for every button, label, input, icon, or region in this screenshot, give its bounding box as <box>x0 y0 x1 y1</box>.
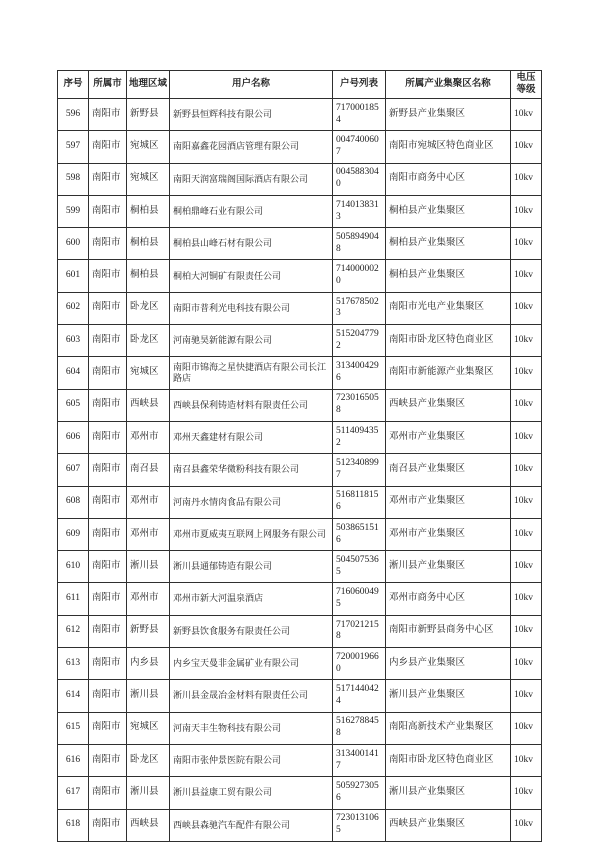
city-cell: 南阳市 <box>89 680 127 712</box>
city-cell: 南阳市 <box>89 454 127 486</box>
account-cell: 7230165058 <box>333 389 386 421</box>
account-cell: 5059273056 <box>333 777 386 809</box>
index-cell: 612 <box>58 615 89 647</box>
city-cell: 南阳市 <box>89 131 127 163</box>
region-cell: 宛城区 <box>127 357 170 389</box>
cluster-cell: 邓州市产业集聚区 <box>386 518 511 550</box>
table-row <box>58 518 542 550</box>
index-cell: 602 <box>58 292 89 324</box>
index-cell: 607 <box>58 454 89 486</box>
table-row <box>58 680 542 712</box>
city-cell: 南阳市 <box>89 486 127 518</box>
table-row <box>58 777 542 809</box>
voltage-cell: 10kv <box>511 195 542 227</box>
voltage-cell: 10kv <box>511 551 542 583</box>
account-cell: 5168118156 <box>333 486 386 518</box>
cluster-cell: 淅川县产业集聚区 <box>386 777 511 809</box>
account-cell: 3134001417 <box>333 744 386 776</box>
account-cell: 5123408997 <box>333 454 386 486</box>
region-cell: 卧龙区 <box>127 292 170 324</box>
voltage-cell: 10kv <box>511 163 542 195</box>
index-cell: 603 <box>58 325 89 357</box>
region-cell: 邓州市 <box>127 583 170 615</box>
index-cell: 616 <box>58 744 89 776</box>
account-cell: 5114094352 <box>333 421 386 453</box>
index-cell: 613 <box>58 648 89 680</box>
city-cell: 南阳市 <box>89 615 127 647</box>
column-header-city: 所属市 <box>89 71 127 99</box>
cluster-cell: 桐柏县产业集聚区 <box>386 195 511 227</box>
index-cell: 608 <box>58 486 89 518</box>
name-cell: 南阳市锦海之星快捷酒店有限公司长江路店 <box>170 357 333 389</box>
city-cell: 南阳市 <box>89 744 127 776</box>
voltage-cell: 10kv <box>511 809 542 841</box>
index-cell: 596 <box>58 99 89 131</box>
cluster-cell: 南阳市卧龙区特色商业区 <box>386 325 511 357</box>
column-header-voltage: 电压等级 <box>511 71 542 99</box>
voltage-cell: 10kv <box>511 648 542 680</box>
voltage-cell: 10kv <box>511 292 542 324</box>
region-cell: 淅川县 <box>127 777 170 809</box>
column-header-region: 地理区域 <box>127 71 170 99</box>
name-cell: 南阳市张仲景医院有限公司 <box>170 744 333 776</box>
region-cell: 内乡县 <box>127 648 170 680</box>
index-cell: 615 <box>58 712 89 744</box>
user-account-table <box>57 70 542 842</box>
city-cell: 南阳市 <box>89 325 127 357</box>
account-cell: 3134004296 <box>333 357 386 389</box>
city-cell: 南阳市 <box>89 195 127 227</box>
region-cell: 邓州市 <box>127 486 170 518</box>
account-cell: 7140138313 <box>333 195 386 227</box>
account-cell: 7200019660 <box>333 648 386 680</box>
index-cell: 599 <box>58 195 89 227</box>
region-cell: 卧龙区 <box>127 744 170 776</box>
cluster-cell: 西峡县产业集聚区 <box>386 809 511 841</box>
city-cell: 南阳市 <box>89 99 127 131</box>
account-cell: 7170212158 <box>333 615 386 647</box>
voltage-cell: 10kv <box>511 615 542 647</box>
cluster-cell: 淅川县产业集聚区 <box>386 551 511 583</box>
index-cell: 618 <box>58 809 89 841</box>
name-cell: 桐柏鼎峰石业有限公司 <box>170 195 333 227</box>
voltage-cell: 10kv <box>511 486 542 518</box>
account-cell: 5162788458 <box>333 712 386 744</box>
cluster-cell: 邓州市产业集聚区 <box>386 486 511 518</box>
name-cell: 淅川县通郁铸造有限公司 <box>170 551 333 583</box>
account-cell: 0045883040 <box>333 163 386 195</box>
index-cell: 597 <box>58 131 89 163</box>
name-cell: 新野县饮食服务有限责任公司 <box>170 615 333 647</box>
voltage-cell: 10kv <box>511 99 542 131</box>
region-cell: 宛城区 <box>127 131 170 163</box>
region-cell: 桐柏县 <box>127 228 170 260</box>
city-cell: 南阳市 <box>89 777 127 809</box>
name-cell: 桐柏大河铜矿有限责任公司 <box>170 260 333 292</box>
name-cell: 桐柏县山峰石材有限公司 <box>170 228 333 260</box>
account-cell: 5171440424 <box>333 680 386 712</box>
account-cell: 5038651516 <box>333 518 386 550</box>
name-cell: 淅川县益康工贸有限公司 <box>170 777 333 809</box>
account-cell: 0047400607 <box>333 131 386 163</box>
account-cell: 7170001854 <box>333 99 386 131</box>
account-cell: 7140000020 <box>333 260 386 292</box>
cluster-cell: 南阳市新能源产业集聚区 <box>386 357 511 389</box>
table-row <box>58 648 542 680</box>
account-cell: 7160600495 <box>333 583 386 615</box>
name-cell: 邓州天鑫建材有限公司 <box>170 421 333 453</box>
index-cell: 604 <box>58 357 89 389</box>
table-row <box>58 712 542 744</box>
city-cell: 南阳市 <box>89 421 127 453</box>
city-cell: 南阳市 <box>89 260 127 292</box>
city-cell: 南阳市 <box>89 357 127 389</box>
name-cell: 新野县恒辉科技有限公司 <box>170 99 333 131</box>
name-cell: 河南丹水情肉食品有限公司 <box>170 486 333 518</box>
cluster-cell: 南阳市光电产业集聚区 <box>386 292 511 324</box>
voltage-cell: 10kv <box>511 260 542 292</box>
account-cell: 5152047792 <box>333 325 386 357</box>
city-cell: 南阳市 <box>89 292 127 324</box>
index-cell: 611 <box>58 583 89 615</box>
region-cell: 邓州市 <box>127 518 170 550</box>
cluster-cell: 南阳市卧龙区特色商业区 <box>386 744 511 776</box>
cluster-cell: 桐柏县产业集聚区 <box>386 260 511 292</box>
name-cell: 南阳市普利光电科技有限公司 <box>170 292 333 324</box>
name-cell: 邓州市夏威夷互联网上网服务有限公司 <box>170 518 333 550</box>
cluster-cell: 桐柏县产业集聚区 <box>386 228 511 260</box>
index-cell: 598 <box>58 163 89 195</box>
name-cell: 淅川县金晟冶金材料有限责任公司 <box>170 680 333 712</box>
table-row <box>58 486 542 518</box>
column-header-index: 序号 <box>58 71 89 99</box>
voltage-cell: 10kv <box>511 518 542 550</box>
column-header-name: 用户名称 <box>170 71 333 99</box>
table-row <box>58 195 542 227</box>
city-cell: 南阳市 <box>89 518 127 550</box>
cluster-cell: 新野县产业集聚区 <box>386 99 511 131</box>
cluster-cell: 南阳市商务中心区 <box>386 163 511 195</box>
region-cell: 邓州市 <box>127 421 170 453</box>
table-row <box>58 357 542 389</box>
name-cell: 内乡宝天曼非金属矿业有限公司 <box>170 648 333 680</box>
table-body <box>58 99 542 842</box>
name-cell: 南召县鑫荣华微粉科技有限公司 <box>170 454 333 486</box>
cluster-cell: 邓州市产业集聚区 <box>386 421 511 453</box>
cluster-cell: 南阳市宛城区特色商业区 <box>386 131 511 163</box>
city-cell: 南阳市 <box>89 648 127 680</box>
region-cell: 西峡县 <box>127 809 170 841</box>
region-cell: 西峡县 <box>127 389 170 421</box>
name-cell: 河南驰昊新能源有限公司 <box>170 325 333 357</box>
name-cell: 南阳嘉鑫花园酒店管理有限公司 <box>170 131 333 163</box>
account-cell: 5045075365 <box>333 551 386 583</box>
voltage-cell: 10kv <box>511 131 542 163</box>
name-cell: 河南天丰生物科技有限公司 <box>170 712 333 744</box>
index-cell: 617 <box>58 777 89 809</box>
voltage-cell: 10kv <box>511 454 542 486</box>
table-row <box>58 744 542 776</box>
table-row <box>58 260 542 292</box>
account-cell: 7230131065 <box>333 809 386 841</box>
cluster-cell: 内乡县产业集聚区 <box>386 648 511 680</box>
city-cell: 南阳市 <box>89 389 127 421</box>
city-cell: 南阳市 <box>89 163 127 195</box>
voltage-cell: 10kv <box>511 325 542 357</box>
header-row <box>58 71 542 99</box>
region-cell: 淅川县 <box>127 551 170 583</box>
table-row <box>58 228 542 260</box>
column-header-account: 户号列表 <box>333 71 386 99</box>
name-cell: 西峡县保利铸造材料有限责任公司 <box>170 389 333 421</box>
voltage-cell: 10kv <box>511 744 542 776</box>
index-cell: 600 <box>58 228 89 260</box>
city-cell: 南阳市 <box>89 809 127 841</box>
table-row <box>58 551 542 583</box>
table-row <box>58 325 542 357</box>
region-cell: 新野县 <box>127 99 170 131</box>
region-cell: 桐柏县 <box>127 195 170 227</box>
voltage-cell: 10kv <box>511 421 542 453</box>
cluster-cell: 邓州市商务中心区 <box>386 583 511 615</box>
voltage-cell: 10kv <box>511 583 542 615</box>
city-cell: 南阳市 <box>89 583 127 615</box>
voltage-cell: 10kv <box>511 228 542 260</box>
account-cell: 5058949048 <box>333 228 386 260</box>
table-row <box>58 421 542 453</box>
index-cell: 606 <box>58 421 89 453</box>
table-header <box>58 71 542 99</box>
table-row <box>58 99 542 131</box>
name-cell: 西峡县森驰汽车配件有限公司 <box>170 809 333 841</box>
cluster-cell: 西峡县产业集聚区 <box>386 389 511 421</box>
table-row <box>58 292 542 324</box>
cluster-cell: 淅川县产业集聚区 <box>386 680 511 712</box>
index-cell: 610 <box>58 551 89 583</box>
table-row <box>58 615 542 647</box>
cluster-cell: 南阳市新野县商务中心区 <box>386 615 511 647</box>
table-row <box>58 454 542 486</box>
region-cell: 卧龙区 <box>127 325 170 357</box>
voltage-cell: 10kv <box>511 777 542 809</box>
voltage-cell: 10kv <box>511 389 542 421</box>
column-header-cluster: 所属产业集聚区名称 <box>386 71 511 99</box>
voltage-cell: 10kv <box>511 712 542 744</box>
city-cell: 南阳市 <box>89 551 127 583</box>
index-cell: 614 <box>58 680 89 712</box>
account-cell: 5176785023 <box>333 292 386 324</box>
index-cell: 609 <box>58 518 89 550</box>
region-cell: 桐柏县 <box>127 260 170 292</box>
cluster-cell: 南阳高新技术产业集聚区 <box>386 712 511 744</box>
region-cell: 新野县 <box>127 615 170 647</box>
city-cell: 南阳市 <box>89 228 127 260</box>
index-cell: 601 <box>58 260 89 292</box>
city-cell: 南阳市 <box>89 712 127 744</box>
region-cell: 宛城区 <box>127 163 170 195</box>
table-row <box>58 809 542 841</box>
name-cell: 邓州市新大河温泉酒店 <box>170 583 333 615</box>
index-cell: 605 <box>58 389 89 421</box>
table-row <box>58 583 542 615</box>
region-cell: 淅川县 <box>127 680 170 712</box>
table-row <box>58 131 542 163</box>
region-cell: 南召县 <box>127 454 170 486</box>
voltage-cell: 10kv <box>511 357 542 389</box>
cluster-cell: 南召县产业集聚区 <box>386 454 511 486</box>
name-cell: 南阳天润富瑞阁国际酒店有限公司 <box>170 163 333 195</box>
table-row <box>58 389 542 421</box>
table-row <box>58 163 542 195</box>
region-cell: 宛城区 <box>127 712 170 744</box>
voltage-cell: 10kv <box>511 680 542 712</box>
